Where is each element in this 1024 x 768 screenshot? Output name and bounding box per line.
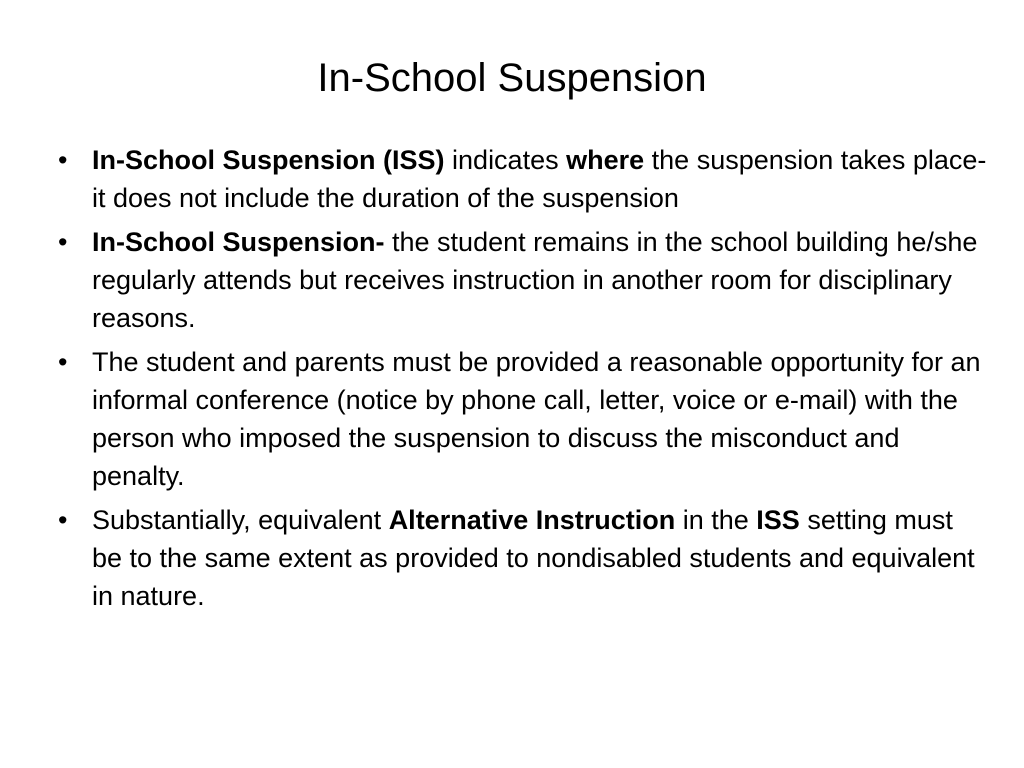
bullet-icon: •: [58, 505, 68, 535]
slide-title: In-School Suspension: [317, 56, 707, 100]
bullet-text: in the: [675, 505, 757, 535]
bullet-text: setting must be to the same extent as provided to nondisabled students and equivalent in nature.: [92, 505, 975, 611]
bullet-bold-text: In-School Suspension-: [92, 227, 385, 257]
bullet-icon: •: [58, 227, 68, 257]
bullet-bold-text: In-School Suspension (ISS): [92, 145, 445, 175]
bullet-item-iss-definition: [58, 141, 988, 217]
bullet-text: Substantially, equivalent: [92, 505, 389, 535]
bullet-list: [58, 141, 988, 621]
bullet-icon: •: [58, 347, 68, 377]
bullet-bold-text: Alternative Instruction: [388, 505, 676, 535]
bullet-bold-text: where: [566, 145, 645, 175]
bullet-text: the suspension takes place- it does not include the duration of the suspension: [92, 145, 987, 213]
bullet-text: indicates: [444, 145, 567, 175]
bullet-bold-text: ISS: [756, 505, 800, 535]
bullet-item-iss-location: [58, 223, 988, 337]
bullet-icon: •: [58, 145, 68, 175]
bullet-item-alternative-instruction: [58, 501, 988, 615]
bullet-text: the student remains in the school building he/she regularly attends but receives instruction in another room for disciplinary reasons.: [92, 227, 978, 333]
bullet-text: The student and parents must be provided a reasonable opportunity for an informal conference (notice by phone call, letter, voice or e-mail) with the person who imposed the suspension to discuss the misconduct and penalty.: [92, 347, 981, 491]
bullet-item-informal-conference: [58, 343, 988, 495]
